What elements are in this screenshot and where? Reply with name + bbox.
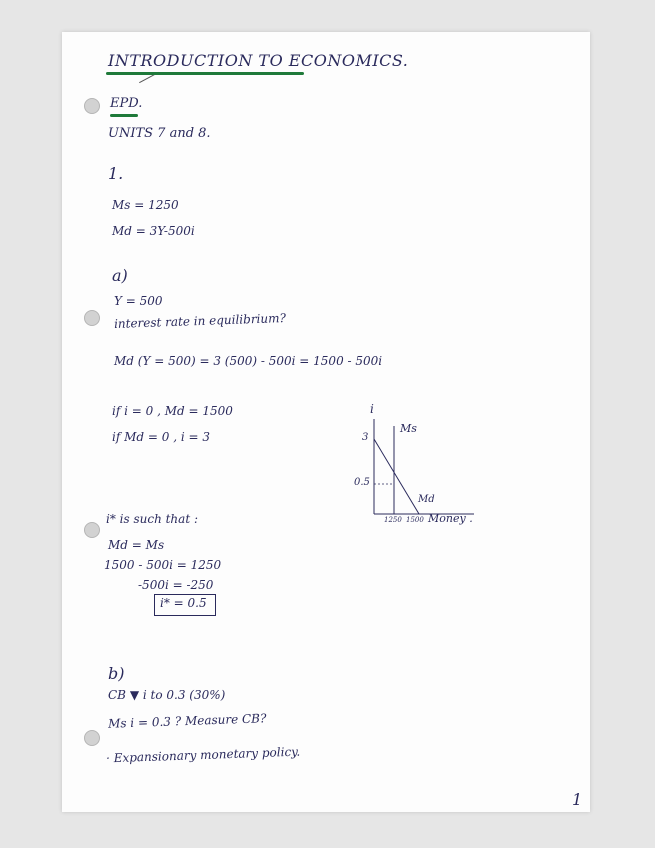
ms-label: Ms xyxy=(400,422,417,435)
punch-hole xyxy=(84,98,100,114)
md-line xyxy=(374,439,419,514)
part-a-label: a) xyxy=(112,266,128,285)
question-text: interest rate in equilibrium? xyxy=(113,311,287,331)
punch-hole xyxy=(84,730,100,746)
page-number: 1 xyxy=(572,790,583,809)
subtitle-underline xyxy=(110,114,138,117)
condition-2: if Md = 0 , i = 3 xyxy=(112,430,210,444)
y-axis-label: i xyxy=(370,402,374,416)
punch-hole xyxy=(84,522,100,538)
equation-3: -500i = -250 xyxy=(138,578,214,592)
equilibrium-result: i* = 0.5 xyxy=(160,596,207,610)
notebook-sheet xyxy=(62,32,590,812)
tick-3: 3 xyxy=(362,432,369,443)
page-title: INTRODUCTION TO ECONOMICS. xyxy=(108,51,409,70)
part-b-line-1: CB ▼ i to 0.3 (30%) xyxy=(108,688,226,702)
units-heading: UNITS 7 and 8. xyxy=(108,126,211,141)
x-tick-1500: 1500 xyxy=(406,516,424,524)
money-market-graph xyxy=(344,402,484,525)
equation-2: 1500 - 500i = 1250 xyxy=(104,558,222,572)
x-axis-label: Money . xyxy=(428,512,473,525)
md-label: Md xyxy=(418,494,435,505)
part-b-line-2: Ms i = 0.3 ? Measure CB? xyxy=(107,711,267,731)
punch-hole xyxy=(84,310,100,326)
money-demand: Md = 3Y-500i xyxy=(112,224,195,238)
part-b-line-3: · Expansionary monetary policy. xyxy=(105,744,301,766)
part-b-label: b) xyxy=(108,664,125,683)
x-tick-1250: 1250 xyxy=(384,516,402,524)
tick-0-5: 0.5 xyxy=(354,477,370,488)
istar-definition: i* is such that : xyxy=(106,512,198,526)
condition-1: if i = 0 , Md = 1500 xyxy=(112,404,233,418)
money-supply: Ms = 1250 xyxy=(112,198,179,212)
income-value: Y = 500 xyxy=(114,294,163,308)
title-underline xyxy=(106,72,304,75)
md-substitution: Md (Y = 500) = 3 (500) - 500i = 1500 - 500i xyxy=(114,354,383,368)
subtitle: EPD. xyxy=(110,96,143,111)
equation-1: Md = Ms xyxy=(108,538,165,552)
problem-number: 1. xyxy=(108,164,124,183)
